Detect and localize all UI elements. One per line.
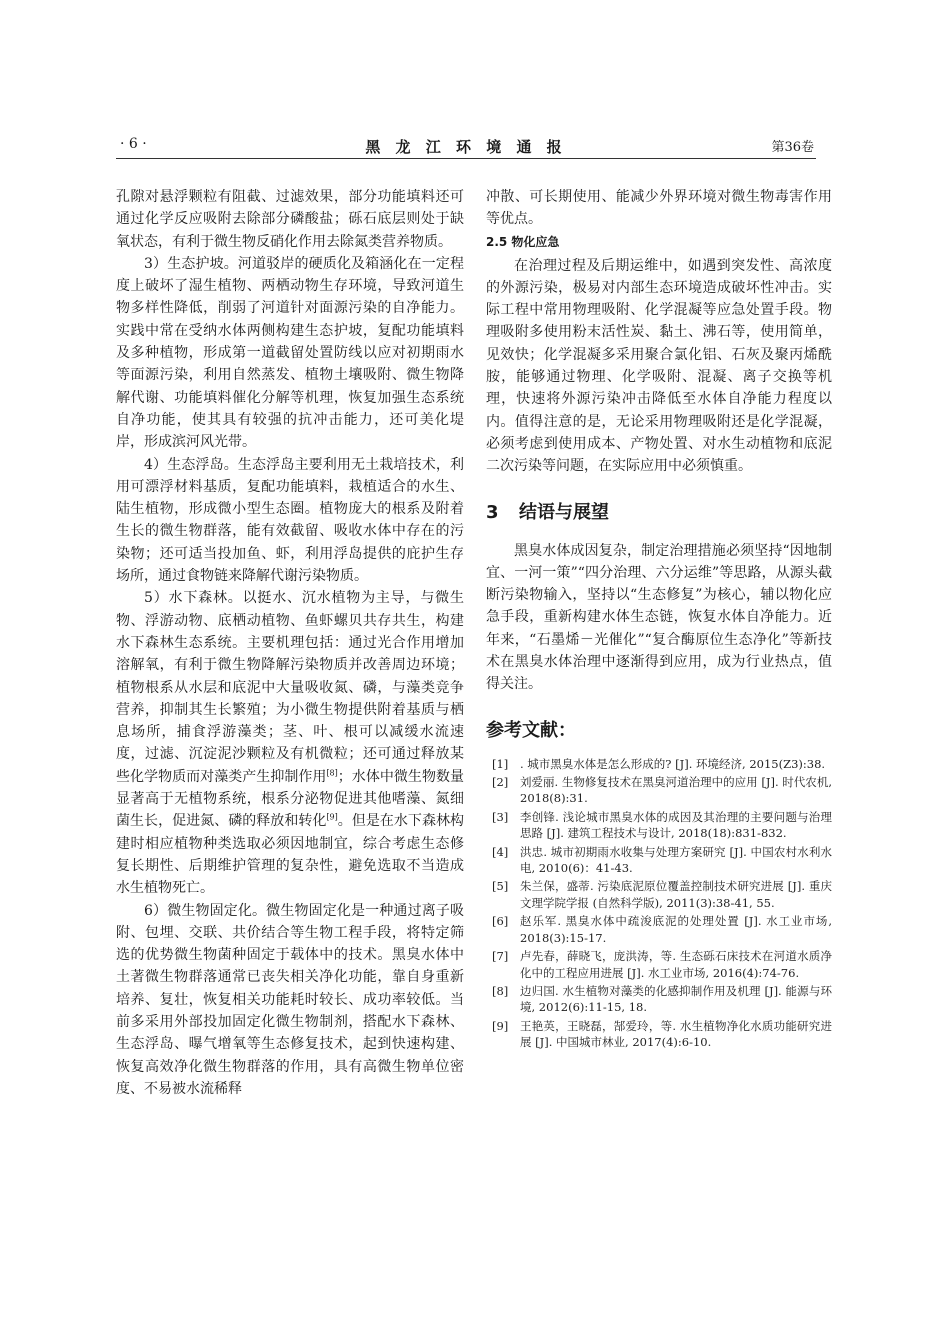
paragraph-floating-island: 4）生态浮岛。生态浮岛主要利用无土栽培技术，利用可漂浮材料基质，复配功能填料，栽植适合的水生、陆生植物，形成微小型生态圈。植物庞大的根系及附着生长的微生物群落，能有效截留、吸收水体中存在的污染物；还可适当投加鱼、虾，利用浮岛提供的庇护生存场所，通过食物链来降解代谢污染物质。 <box>116 456 464 585</box>
paragraph-emergency: 在治理过程及后期运维中，如遇到突发性、高浓度的外源污染，极易对内部生态环境造成破坏性冲击。实际工程中常用物理吸附、化学混凝等应急处置手段。物理吸附多使用粉末活性炭、黏土、沸石等，使用简单，见效快；化学混凝多采用聚合氯化铝、石灰及聚丙烯酰胺，能够通过物理、化学吸附、混凝、离子交换等机理，快速将外源污染冲击降低至水体自净能力程度以内。值得注意的是，无论采用物理吸附还是化学混凝，必须考虑到使用成本、产物处置、对水生动植物和底泥二次污染等问题，在实际应用中必须慎重。 <box>486 257 832 475</box>
reference-text: 朱兰保，盛蒂. 污染底泥原位覆盖控制技术研究进展 [J]. 重庆文理学院学报 (自然科学版), 2011(3):38-41, 55. <box>520 879 832 910</box>
citation-8: [8] <box>326 768 338 778</box>
reference-item <box>486 809 832 842</box>
paragraph-eco-slope: 3）生态护坡。河道驳岸的硬质化及箱涵化在一定程度上破坏了湿生植物、两栖动物生存环境，导致河道生物多样性降低，削弱了河道针对面源污染的自净能力。实践中常在受纳水体两侧构建生态护坡，复配功能填料及多种植物，形成第一道截留处置防线以应对初期雨水等面源污染，利用自然蒸发、植物土壤吸附、微生物降解代谢、功能填料催化分解等机理，恢复加强生态系统自净功能，使其具有较强的抗冲击能力，还可美化堤岸，形成滨河风光带。 <box>116 255 464 451</box>
reference-number: [5] <box>492 879 509 894</box>
reference-number: [6] <box>492 914 509 929</box>
reference-item <box>486 844 832 877</box>
reference-number: [2] <box>492 775 509 790</box>
reference-number: [8] <box>492 983 509 998</box>
reference-item <box>486 948 832 981</box>
reference-number: [4] <box>492 844 509 859</box>
right-column <box>486 186 832 1053</box>
paragraph-continuation: 孔隙对悬浮颗粒有阻截、过滤效果，部分功能填料还可通过化学反应吸附去除部分磷酸盐；砾石底层则处于缺氧状态，有利于微生物反硝化作用去除氮类营养物质。 <box>116 189 464 250</box>
section-title: 结语与展望 <box>519 501 609 523</box>
reference-text: 赵乐军. 黑臭水体中疏浚底泥的处理处置 [J]. 水工业市场, 2018(3):15-17. <box>520 914 832 945</box>
section-number: 3 <box>486 501 499 523</box>
subsection-heading: 2.5 物化应急 <box>486 234 560 249</box>
paragraph-continuation: 冲散、可长期使用、能减少外界环境对微生物毒害作用等优点。 <box>486 189 832 228</box>
reference-text: 卢先春，薛晓飞，庞洪涛，等. 生态砾石床技术在河道水质净化中的工程应用进展 [J]. 水工业市场, 2016(4):74-76. <box>520 949 832 980</box>
volume-label: 第36卷 <box>771 140 814 155</box>
journal-title: 黑 龙 江 环 境 通 报 <box>365 138 567 156</box>
reference-number: [1] <box>492 756 509 771</box>
reference-item <box>486 774 832 807</box>
reference-text: 刘爱丽. 生物修复技术在黑臭河道治理中的应用 [J]. 时代农机, 2018(8):31. <box>520 775 832 806</box>
text-segment: ；水体中微生物数量显著高于无植物系统，根系分泌物促进其他嗜藻、氮细菌生长，促进氮、磷的释放和转化 <box>116 768 465 830</box>
reference-list <box>486 756 832 1051</box>
reference-text: . 城市黑臭水体是怎么形成的? [J]. 环境经济, 2015(Z3):38. <box>520 756 826 771</box>
left-column <box>116 186 464 1100</box>
references-heading: 参考文献： <box>486 719 576 741</box>
citation-9: [9] <box>326 812 338 822</box>
reference-item <box>486 1018 832 1051</box>
reference-text: 洪忠. 城市初期雨水收集与处理方案研究 [J]. 中国农村水利水电, 2010(6)：41-43. <box>520 844 832 876</box>
reference-item <box>486 878 832 911</box>
section-heading <box>486 498 832 524</box>
reference-item <box>486 983 832 1016</box>
paragraph-immobilization: 6）微生物固定化。微生物固定化是一种通过离子吸附、包埋、交联、共价结合等生物工程手段，将特定筛选的优势微生物菌种固定于载体中的技术。黑臭水体中土著微生物群落通常已丧失相关净化功能，靠自身重新培养、复壮，恢复相关功能耗时较长、成功率较低。当前多采用外部投加固定化微生物制剂，搭配水下森林、生态浮岛、曝气增氧等生态修复技术，起到快速构建、恢复高效净化微生物群落的作用，具有高微生物单位密度、不易被水流稀释 <box>116 902 464 1097</box>
reference-number: [9] <box>492 1018 509 1033</box>
paragraph-conclusion: 黑臭水体成因复杂，制定治理措施必须坚持“因地制宜、一河一策”“四分治理、六分运维”等思路，从源头截断污染物输入，坚持以“生态修复”为核心，辅以物化应急手段，重新构建水体生态链，恢复水体自净能力。近年来，“石墨烯－光催化”“复合酶原位生态净化”等新技术在黑臭水体治理中逐渐得到应用，成为行业热点，值得关注。 <box>486 542 832 693</box>
text-segment: 。但是在水下森林构建时相应植物种类选取必须因地制宜，综合考虑生态修复长期性、后期维护管理的复杂性，避免选取不当造成水生植物死亡。 <box>116 813 465 897</box>
text-segment: 5）水下森林。以挺水、沉水植物为主导，与微生物、浮游动物、底栖动植物、鱼虾螺贝共存共生，构建水下森林生态系统。主要机理包括：通过光合作用增加溶解氧，有利于微生物降解污染物质并改善周边环境；植物根系从水层和底泥中大量吸收氮、磷，与藻类竞争营养，抑制其生长繁殖；为小微生物提供附着基质与栖息场所，捕食浮游藻类；茎、叶、根可以减缓水流速度，过滤、沉淀泥沙颗粒及有机微粒；还可通过释放某些化学物质而对藻类产生抑制作用 <box>116 590 464 785</box>
page-header <box>116 136 816 159</box>
reference-number: [7] <box>492 949 509 964</box>
page-number: · 6 · <box>120 136 147 152</box>
reference-number: [3] <box>492 809 509 824</box>
reference-text: 边归国. 水生植物对藻类的化感抑制作用及机理 [J]. 能源与环境, 2012(6):11-15, 18. <box>520 983 832 1015</box>
reference-item <box>486 913 832 946</box>
paragraph-underwater-forest <box>116 587 464 899</box>
reference-text: 李创锋. 浅论城市黑臭水体的成因及其治理的主要问题与治理思路 [J]. 建筑工程技术与设计, 2018(18):831-832. <box>520 809 832 841</box>
reference-text: 王艳英，王晓磊，郜爱玲，等. 水生植物净化水质功能研究进展 [J]. 中国城市林业, 2017(4):6-10. <box>520 1018 832 1050</box>
reference-item <box>486 756 832 772</box>
